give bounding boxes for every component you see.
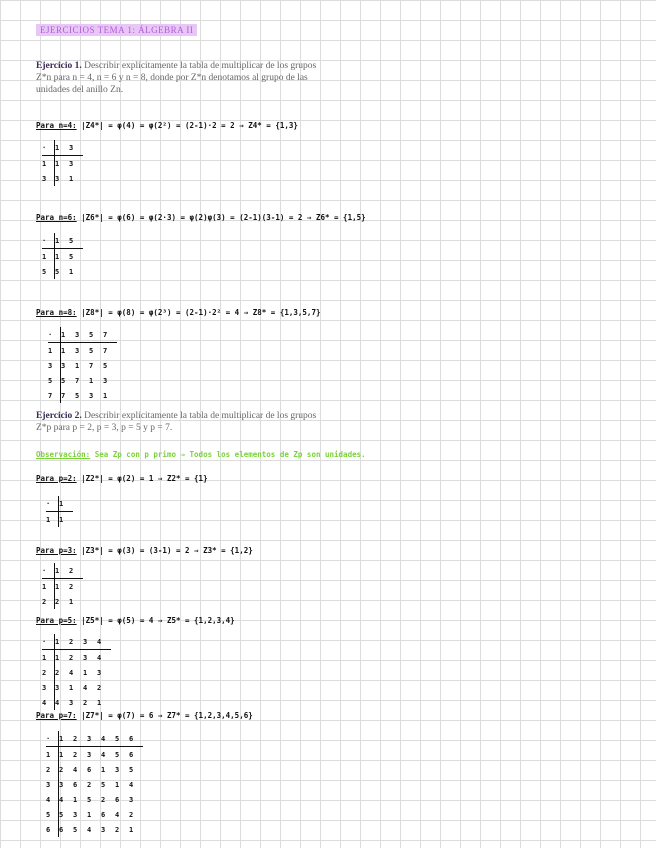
table-cell: 3 xyxy=(48,358,61,373)
table-cell: 1 xyxy=(89,376,94,385)
table-cell: 1 xyxy=(55,159,60,168)
exercise-1-statement xyxy=(36,60,366,96)
table-cell: 5 xyxy=(87,795,92,804)
table-cell: 3 xyxy=(97,668,102,677)
table-cell: 2 xyxy=(46,762,59,777)
table-cell: 4 xyxy=(73,765,78,774)
table-cell: 4 xyxy=(55,698,60,707)
table-cell: 1 xyxy=(55,563,70,579)
table-row xyxy=(48,388,117,403)
table-cell: 3 xyxy=(101,825,106,834)
table-cell: 1 xyxy=(55,140,70,156)
table-cell: 2 xyxy=(73,731,87,747)
p5-cayley-table xyxy=(42,634,111,710)
observation-text: Sea Zp con p primo ⇒ Todos los elementos de Zp son unidades. xyxy=(94,450,366,459)
table-cell: 1 xyxy=(55,582,60,591)
table-cell: 5 xyxy=(55,267,60,276)
table-row xyxy=(42,665,111,680)
table-cell: 5 xyxy=(75,391,80,400)
table-cell: 3 xyxy=(55,683,60,692)
table-cell: 6 xyxy=(46,822,59,837)
table-cell: 1 xyxy=(55,233,70,249)
table-cell: 1 xyxy=(69,597,74,606)
table-cell: 2 xyxy=(115,825,120,834)
table-cell: 7 xyxy=(103,346,108,355)
observation-note xyxy=(36,450,366,459)
table-cell: 3 xyxy=(61,361,66,370)
n8-formula: |Z8*| = φ(8) = φ(2³) = (2-1)·2² = 4 ⇒ Z8* = {1,3,5,7} xyxy=(81,308,321,317)
table-cell: 1 xyxy=(42,249,55,265)
table-row xyxy=(48,358,117,373)
page-title: EJERCICIOS TEMA 1: ÁLGEBRA II xyxy=(36,24,197,36)
table-cell: 2 xyxy=(87,780,92,789)
table-cell: 3 xyxy=(69,140,83,156)
p3-cayley-table xyxy=(42,563,83,609)
exercise-2-statement xyxy=(36,410,366,434)
n8-cayley-table xyxy=(48,327,117,403)
n4-label: Para n=4: xyxy=(36,121,77,130)
table-cell: 4 xyxy=(42,695,55,710)
table-cell: 1 xyxy=(59,515,64,524)
table-cell: 1 xyxy=(129,825,134,834)
table-row xyxy=(42,264,83,279)
table-cell: 6 xyxy=(87,765,92,774)
exercise-1-line3: unidades del anillo Zn. xyxy=(36,85,124,95)
n6-cayley-table xyxy=(42,233,83,279)
table-cell: 2 xyxy=(59,765,64,774)
table-cell: 3 xyxy=(46,777,59,792)
table-cell: 2 xyxy=(42,594,55,609)
table-cell: 3 xyxy=(89,391,94,400)
table-cell: 1 xyxy=(61,346,66,355)
table-cell: 7 xyxy=(75,376,80,385)
p2-label: Para p=2: xyxy=(36,474,77,483)
table-row xyxy=(46,777,143,792)
table-cell: 3 xyxy=(115,765,120,774)
table-cell: 3 xyxy=(83,634,97,650)
p3-formula: |Z3*| = φ(3) = (3-1) = 2 ⇒ Z3* = {1,2} xyxy=(81,546,253,555)
table-row xyxy=(48,373,117,388)
table-cell: 2 xyxy=(73,750,78,759)
n6-label: Para n=6: xyxy=(36,213,77,222)
p2-cayley-table xyxy=(46,496,73,527)
table-row xyxy=(46,822,143,837)
table-cell: 1 xyxy=(46,747,59,763)
table-cell: 3 xyxy=(75,346,80,355)
table-cell: 1 xyxy=(48,343,61,359)
table-row xyxy=(42,579,83,595)
table-cell: 2 xyxy=(55,668,60,677)
table-cell: 5 xyxy=(59,810,64,819)
table-row xyxy=(42,695,111,710)
table-row xyxy=(42,680,111,695)
table-cell: 7 xyxy=(89,361,94,370)
p3-label: Para p=3: xyxy=(36,546,77,555)
table-row xyxy=(46,807,143,822)
table-cell: 3 xyxy=(87,731,101,747)
table-cell: 1 xyxy=(59,731,74,747)
table-cell: 4 xyxy=(83,683,88,692)
table-cell: 3 xyxy=(59,780,64,789)
table-row xyxy=(42,249,83,265)
table-cell: 4 xyxy=(97,653,102,662)
p7-label: Para p=7: xyxy=(36,711,77,720)
n8-label: Para n=8: xyxy=(36,308,77,317)
table-header-row xyxy=(42,563,83,579)
table-cell: · xyxy=(46,496,59,512)
table-cell: 5 xyxy=(89,346,94,355)
table-cell: 3 xyxy=(73,810,78,819)
p7-heading xyxy=(36,711,253,720)
table-cell: 3 xyxy=(69,698,74,707)
table-cell: 1 xyxy=(73,795,78,804)
p7-formula: |Z7*| = φ(7) = 6 ⇒ Z7* = {1,2,3,4,5,6} xyxy=(81,711,253,720)
n8-heading xyxy=(36,308,320,317)
table-cell: 2 xyxy=(69,653,74,662)
n6-heading xyxy=(36,213,366,222)
table-cell: 1 xyxy=(115,780,120,789)
table-row xyxy=(46,792,143,807)
table-cell: 5 xyxy=(69,252,74,261)
table-cell: 6 xyxy=(129,731,143,747)
table-cell: 1 xyxy=(55,634,70,650)
table-cell: 6 xyxy=(59,825,64,834)
table-cell: 1 xyxy=(59,750,64,759)
table-cell: 1 xyxy=(42,156,55,172)
table-cell: 4 xyxy=(115,810,120,819)
table-header-row xyxy=(48,327,117,343)
table-header-row xyxy=(46,731,143,747)
table-cell: 1 xyxy=(83,668,88,677)
table-cell: 5 xyxy=(129,765,134,774)
table-header-row xyxy=(46,496,73,512)
table-cell: 2 xyxy=(69,634,83,650)
table-cell: 1 xyxy=(75,361,80,370)
table-cell: 2 xyxy=(55,597,60,606)
table-cell: 5 xyxy=(89,327,103,343)
table-row xyxy=(46,762,143,777)
table-row xyxy=(42,650,111,666)
table-cell: 5 xyxy=(42,264,55,279)
table-cell: 1 xyxy=(97,698,102,707)
table-cell: 2 xyxy=(42,665,55,680)
n4-formula: |Z4*| = φ(4) = φ(2²) = (2-1)·2 = 2 ⇒ Z4* = {1,3} xyxy=(81,121,298,130)
table-cell: 3 xyxy=(83,653,88,662)
table-cell: 1 xyxy=(59,496,74,512)
table-cell: 7 xyxy=(61,391,66,400)
table-cell: 1 xyxy=(69,683,74,692)
table-cell: · xyxy=(42,634,55,650)
table-cell: 4 xyxy=(46,792,59,807)
table-cell: · xyxy=(42,233,55,249)
table-cell: 4 xyxy=(129,780,134,789)
table-header-row xyxy=(42,233,83,249)
table-cell: 5 xyxy=(115,731,129,747)
table-cell: 1 xyxy=(42,650,55,666)
table-cell: 2 xyxy=(97,683,102,692)
table-cell: 4 xyxy=(69,668,74,677)
p5-label: Para p=5: xyxy=(36,616,77,625)
table-cell: 3 xyxy=(87,750,92,759)
table-header-row xyxy=(42,634,111,650)
table-cell: 1 xyxy=(103,391,108,400)
table-cell: 6 xyxy=(73,780,78,789)
table-cell: 1 xyxy=(69,267,74,276)
table-cell: 4 xyxy=(101,731,115,747)
table-cell: 2 xyxy=(83,698,88,707)
p5-formula: |Z5*| = φ(5) = 4 ⇒ Z5* = {1,2,3,4} xyxy=(81,616,235,625)
exercise-1-line1: Describir explícitamente la tabla de multiplicar de los grupos xyxy=(84,61,317,71)
table-cell: · xyxy=(42,140,55,156)
p7-cayley-table xyxy=(46,731,143,837)
table-cell: 5 xyxy=(103,361,108,370)
table-cell: 5 xyxy=(73,825,78,834)
table-cell: 5 xyxy=(46,807,59,822)
table-cell: 7 xyxy=(103,327,117,343)
table-cell: 6 xyxy=(115,795,120,804)
table-cell: 4 xyxy=(101,750,106,759)
table-cell: 2 xyxy=(69,582,74,591)
table-cell: 1 xyxy=(61,327,76,343)
p2-formula: |Z2*| = φ(2) = 1 ⇒ Z2* = {1} xyxy=(81,474,208,483)
table-cell: 1 xyxy=(55,653,60,662)
table-cell: 1 xyxy=(55,252,60,261)
table-cell: 3 xyxy=(55,174,60,183)
table-cell: · xyxy=(42,563,55,579)
table-cell: 5 xyxy=(69,233,83,249)
table-cell: · xyxy=(48,327,61,343)
exercise-2-line1: Describir explícitamente la tabla de multiplicar de los grupos xyxy=(84,411,317,421)
table-cell: 5 xyxy=(61,376,66,385)
table-cell: 1 xyxy=(87,810,92,819)
n6-formula: |Z6*| = φ(6) = φ(2·3) = φ(2)φ(3) = (2-1)(3-1) = 2 ⇒ Z6* = {1,5} xyxy=(81,213,366,222)
p5-heading xyxy=(36,616,235,625)
table-cell: 3 xyxy=(69,159,74,168)
n4-cayley-table xyxy=(42,140,83,186)
table-cell: 3 xyxy=(103,376,108,385)
exercise-1-label: Ejercicio 1. xyxy=(36,61,82,71)
table-cell: 7 xyxy=(48,388,61,403)
table-cell: 2 xyxy=(101,795,106,804)
table-cell: 1 xyxy=(101,765,106,774)
exercise-2-line2: Z*p para p = 2, p = 3, p = 5 y p = 7. xyxy=(36,423,173,433)
table-header-row xyxy=(42,140,83,156)
table-cell: 4 xyxy=(59,795,64,804)
table-row xyxy=(46,512,73,528)
table-cell: 4 xyxy=(87,825,92,834)
table-row xyxy=(48,343,117,359)
p3-heading xyxy=(36,546,253,555)
table-cell: 4 xyxy=(97,634,111,650)
table-cell: 6 xyxy=(101,810,106,819)
table-cell: 3 xyxy=(42,171,55,186)
table-row xyxy=(42,171,83,186)
table-row xyxy=(42,156,83,172)
table-cell: 1 xyxy=(46,512,59,528)
table-cell: 6 xyxy=(129,750,134,759)
table-cell: 1 xyxy=(42,579,55,595)
p2-heading xyxy=(36,474,208,483)
table-cell: 2 xyxy=(69,563,83,579)
table-row xyxy=(42,594,83,609)
exercise-2-label: Ejercicio 2. xyxy=(36,411,82,421)
table-cell: 5 xyxy=(115,750,120,759)
table-cell: 2 xyxy=(129,810,134,819)
table-cell: 1 xyxy=(69,174,74,183)
table-cell: · xyxy=(46,731,59,747)
table-cell: 3 xyxy=(129,795,134,804)
table-cell: 3 xyxy=(75,327,89,343)
table-row xyxy=(46,747,143,763)
table-cell: 3 xyxy=(42,680,55,695)
table-cell: 5 xyxy=(101,780,106,789)
observation-label: Observación: xyxy=(36,450,91,459)
exercise-1-line2: Z*n para n = 4, n = 6 y n = 8, donde por Z*n denotamos al grupo de las xyxy=(36,73,308,83)
table-cell: 5 xyxy=(48,373,61,388)
n4-heading xyxy=(36,121,298,130)
